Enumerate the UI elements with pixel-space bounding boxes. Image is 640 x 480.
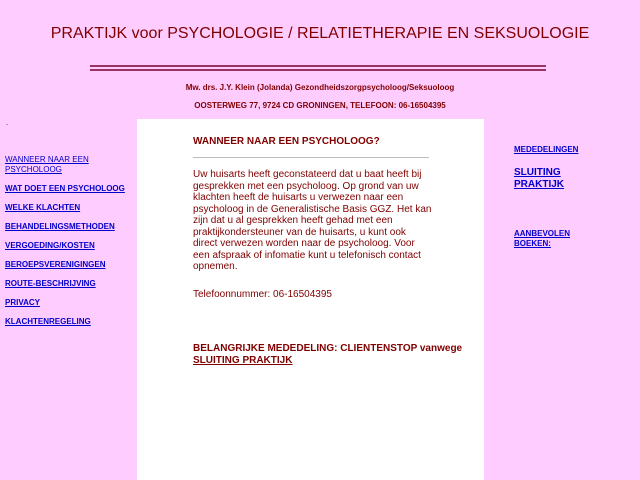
nav-link-vergoeding[interactable]: VERGOEDING/KOSTEN (5, 241, 95, 250)
decorative-dot: . (6, 118, 9, 127)
nav-link-beroepsverenigingen[interactable]: BEROEPSVERENIGINGEN (5, 260, 106, 269)
nav-link-route[interactable]: ROUTE-BESCHRIJVING (5, 279, 96, 288)
left-navigation (5, 155, 135, 327)
right-navigation (514, 145, 624, 249)
nav-link-privacy[interactable]: PRIVACY (5, 298, 40, 307)
nav-link-sluiting-praktijk[interactable]: SLUITING PRAKTIJK (514, 167, 565, 190)
nav-link-wanneer[interactable]: WANNEER NAAR EEN PSYCHOLOOG (5, 155, 89, 174)
nav-link-welke-klachten[interactable]: WELKE KLACHTEN (5, 203, 81, 212)
header-divider-top (90, 65, 546, 67)
nav-link-klachtenregeling[interactable]: KLACHTENREGELING (5, 317, 91, 326)
practice-address: OOSTERWEG 77, 9724 CD GRONINGEN, TELEFOON: 06-16504395 (194, 101, 446, 110)
important-notice (193, 343, 463, 367)
nav-link-aanbevolen-boeken[interactable]: AANBEVOLEN BOEKEN: (514, 229, 571, 248)
nav-link-behandelingsmethoden[interactable]: BEHANDELINGSMETHODEN (5, 222, 115, 231)
practitioner-name: Mw. drs. J.Y. Klein (Jolanda) Gezondheidszorgpsycholoog/Seksuoloog (185, 83, 455, 92)
content-divider (193, 157, 429, 158)
nav-link-wat-doet[interactable]: WAT DOET EEN PSYCHOLOOG (5, 184, 125, 193)
notice-sluiting-link[interactable]: SLUITING PRAKTIJK (193, 355, 293, 366)
notice-text: BELANGRIJKE MEDEDELING: CLIENTENSTOP vanwege (193, 343, 463, 354)
site-title: PRAKTIJK voor PSYCHOLOGIE / RELATIETHERAPIE EN SEKSUOLOGIE (50, 25, 590, 42)
content-phone: Telefoonnummer: 06-16504395 (193, 289, 332, 300)
header-divider-bottom (90, 69, 546, 71)
content-heading: WANNEER NAAR EEN PSYCHOLOOG? (193, 136, 380, 147)
content-paragraph: Uw huisarts heeft geconstateerd dat u baat heeft bij gesprekken met een psycholoog. Op grond van uw klachten heeft de huisarts u verwezen naar een psycholoog in de Generalistische Basis GGZ. Het kan zijn dat u al gesprekken heeft gehad met een praktijkondersteuner van de huisarts, u kunt ook direct verwezen worden naar de psycholoog. Voor een afspraak of infomatie kunt u telefonisch contact opnemen. (193, 169, 432, 272)
nav-link-mededelingen[interactable]: MEDEDELINGEN (514, 145, 579, 154)
main-content (137, 119, 484, 480)
